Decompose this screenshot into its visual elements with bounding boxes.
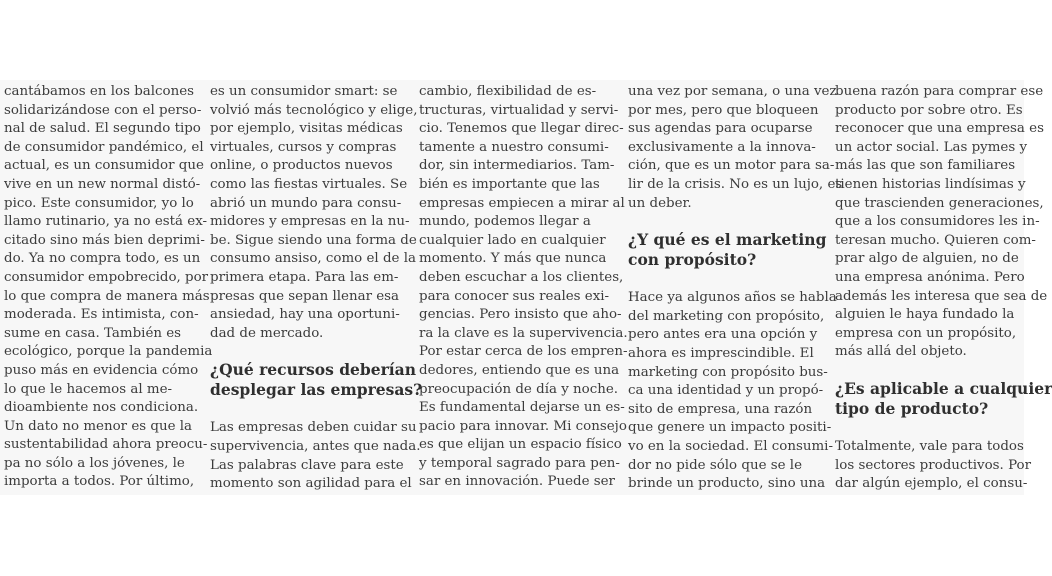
text-line: por ejemplo, visitas médicas bbox=[210, 121, 403, 137]
text-line: reconocer que una empresa es bbox=[835, 121, 1044, 137]
text-line: importa a todos. Por último, bbox=[4, 474, 195, 490]
text-line: dioambiente nos condiciona. bbox=[4, 400, 199, 416]
paragraph bbox=[835, 438, 1031, 494]
text-line: que a los consumidores les in- bbox=[835, 214, 1040, 230]
text-line: lo que le hacemos al me- bbox=[4, 381, 173, 397]
text-line: buena razón para comprar ese bbox=[835, 84, 1044, 99]
text-line: ción, que es un motor para sa- bbox=[628, 158, 835, 174]
text-line: Hace ya algunos años se habla bbox=[628, 290, 837, 306]
text-line: pero antes era una opción y bbox=[628, 327, 818, 343]
text-line: Las palabras clave para este bbox=[210, 457, 404, 473]
text-line: dor, sin intermediarios. Tam- bbox=[419, 158, 615, 174]
text-line: lir de la crisis. No es un lujo, es bbox=[628, 176, 843, 192]
text-line: Las empresas deben cuidar su bbox=[210, 420, 417, 436]
text-line: del marketing con propósito, bbox=[628, 308, 825, 324]
text-line: ca una identidad y un propó- bbox=[628, 383, 824, 399]
text-line: dad de mercado. bbox=[210, 325, 324, 341]
text-line: puso más en evidencia cómo bbox=[4, 362, 199, 378]
text-line: más allá del objeto. bbox=[835, 344, 967, 360]
paragraph bbox=[210, 83, 418, 343]
text-line: ¿Y qué es el marketing bbox=[628, 230, 827, 250]
text-line: solidarizándose con el perso- bbox=[4, 102, 202, 118]
text-line: cantábamos en los balcones bbox=[4, 84, 195, 99]
text-line: citado sino más bien deprimi- bbox=[4, 232, 205, 248]
text-line: un actor social. Las pymes y bbox=[835, 139, 1028, 155]
text-line: preocupación de día y noche. bbox=[419, 381, 619, 397]
section-heading bbox=[835, 378, 1052, 419]
paragraph bbox=[210, 419, 421, 493]
text-line: ¿Qué recursos deberían bbox=[210, 360, 416, 380]
text-line: consumo ansiso, como el de la bbox=[210, 251, 416, 267]
paragraph bbox=[419, 83, 628, 492]
text-line: abrió un mundo para consu- bbox=[210, 195, 402, 211]
text-line: cio. Tenemos que llegar direc- bbox=[419, 121, 624, 137]
text-line: teresan mucho. Quieren com- bbox=[835, 232, 1036, 248]
text-line: un deber. bbox=[628, 195, 692, 211]
text-line: nal de salud. El segundo tipo bbox=[4, 121, 201, 137]
text-line: dedores, entiendo que es una bbox=[419, 362, 620, 378]
text-line: tamente a nuestro consumi- bbox=[419, 139, 609, 155]
text-line: ecológico, porque la pandemia bbox=[4, 344, 213, 360]
article-column-4 bbox=[628, 83, 843, 494]
text-line: Por estar cerca de los empren- bbox=[419, 344, 628, 360]
text-line: momento. Y más que nunca bbox=[419, 251, 607, 267]
text-line: bién es importante que las bbox=[419, 176, 600, 192]
text-line: primera etapa. Para las em- bbox=[210, 269, 399, 285]
text-line: exclusivamente a la innova- bbox=[628, 139, 816, 155]
text-line: midores y empresas en la nu- bbox=[210, 214, 410, 230]
text-line: brinde un producto, sino una bbox=[628, 476, 826, 492]
text-line: prar algo de alguien, no de bbox=[835, 251, 1019, 267]
text-line: Es fundamental dejarse un es- bbox=[419, 400, 625, 416]
article-column-1 bbox=[4, 83, 213, 492]
text-line: y temporal sagrado para pen- bbox=[419, 455, 620, 471]
text-line: es un consumidor smart: se bbox=[210, 84, 398, 99]
text-line: empresa con un propósito, bbox=[835, 325, 1017, 341]
text-line: ahora es imprescindible. El bbox=[628, 345, 814, 361]
text-line: marketing con propósito bus- bbox=[628, 364, 828, 380]
text-line: más las que son familiares bbox=[835, 158, 1016, 174]
text-line: sus agendas para ocuparse bbox=[628, 121, 813, 137]
text-line: tienen historias lindísimas y bbox=[835, 176, 1026, 192]
text-line: sar en innovación. Puede ser bbox=[419, 474, 615, 490]
text-line: para conocer sus reales exi- bbox=[419, 288, 610, 304]
text-line: Totalmente, vale para todos bbox=[835, 438, 1024, 454]
paragraph bbox=[4, 83, 213, 492]
text-line: tructuras, virtualidad y servi- bbox=[419, 102, 619, 118]
text-line: be. Sigue siendo una forma de bbox=[210, 232, 417, 248]
text-line: presas que sepan llenar esa bbox=[210, 288, 400, 304]
paragraph bbox=[628, 289, 837, 494]
text-line: de consumidor pandémico, el bbox=[4, 139, 204, 155]
section-heading bbox=[628, 230, 827, 270]
text-line: gencias. Pero insisto que aho- bbox=[419, 307, 622, 323]
text-line: cambio, flexibilidad de es- bbox=[419, 84, 597, 99]
text-line: virtuales, cursos y compras bbox=[210, 139, 397, 155]
text-line: pa no sólo a los jóvenes, le bbox=[4, 455, 185, 471]
text-line: una empresa anónima. Pero bbox=[835, 269, 1025, 285]
article-column-2 bbox=[210, 83, 423, 494]
text-line: mundo, podemos llegar a bbox=[419, 214, 591, 230]
text-line: dor no pide sólo que se le bbox=[628, 457, 803, 473]
text-line: pico. Este consumidor, yo lo bbox=[4, 195, 194, 211]
text-line: vive en un new normal distó- bbox=[4, 176, 201, 192]
text-line: pacio para innovar. Mi consejo bbox=[419, 418, 627, 434]
text-line: los sectores productivos. Por bbox=[835, 457, 1032, 473]
text-line: una vez por semana, o una vez bbox=[628, 84, 837, 99]
text-line: que trascienden generaciones, bbox=[835, 195, 1044, 211]
text-line: tipo de producto? bbox=[835, 398, 989, 418]
text-line: llamo rutinario, ya no está ex- bbox=[4, 214, 208, 230]
text-line: moderada. Es intimista, con- bbox=[4, 307, 199, 323]
text-line: es que elijan un espacio físico bbox=[419, 437, 622, 453]
text-line: deben escuchar a los clientes, bbox=[419, 269, 624, 285]
text-line: además les interesa que sea de bbox=[835, 288, 1048, 304]
text-line: cualquier lado en cualquier bbox=[419, 232, 606, 248]
paragraph bbox=[835, 83, 1048, 362]
text-line: empresas empiecen a mirar al bbox=[419, 195, 625, 211]
text-line: por mes, pero que bloqueen bbox=[628, 102, 819, 118]
article-column-3 bbox=[419, 83, 628, 492]
text-line: volvió más tecnológico y elige, bbox=[210, 102, 418, 118]
paragraph bbox=[628, 83, 843, 213]
text-line: con propósito? bbox=[628, 250, 757, 270]
section-heading bbox=[210, 360, 423, 400]
text-line: sustentabilidad ahora preocu- bbox=[4, 437, 208, 453]
text-line: ansiedad, hay una oportuni- bbox=[210, 307, 400, 323]
text-line: como las fiestas virtuales. Se bbox=[210, 176, 408, 192]
text-line: dar algún ejemplo, el consu- bbox=[835, 476, 1028, 492]
text-line: Un dato no menor es que la bbox=[4, 418, 193, 434]
text-line: do. Ya no compra todo, es un bbox=[4, 251, 201, 267]
text-line: online, o productos nuevos bbox=[210, 158, 393, 174]
text-line: que genere un impacto positi- bbox=[628, 420, 832, 436]
text-line: momento son agilidad para el bbox=[210, 476, 412, 492]
text-line: ¿Es aplicable a cualquier bbox=[835, 378, 1052, 398]
text-line: producto por sobre otro. Es bbox=[835, 102, 1023, 118]
text-line: sito de empresa, una razón bbox=[628, 401, 813, 417]
article-column-5 bbox=[835, 83, 1052, 494]
text-line: vo en la sociedad. El consumi- bbox=[628, 438, 833, 454]
text-line: supervivencia, antes que nada. bbox=[210, 438, 421, 454]
text-line: actual, es un consumidor que bbox=[4, 158, 204, 174]
text-line: alguien le haya fundado la bbox=[835, 307, 1015, 323]
text-line: ra la clave es la supervivencia. bbox=[419, 325, 628, 341]
text-line: sume en casa. También es bbox=[4, 325, 182, 341]
text-line: consumidor empobrecido, por bbox=[4, 269, 209, 285]
text-line: desplegar las empresas? bbox=[210, 380, 423, 400]
text-line: lo que compra de manera más bbox=[4, 288, 210, 304]
